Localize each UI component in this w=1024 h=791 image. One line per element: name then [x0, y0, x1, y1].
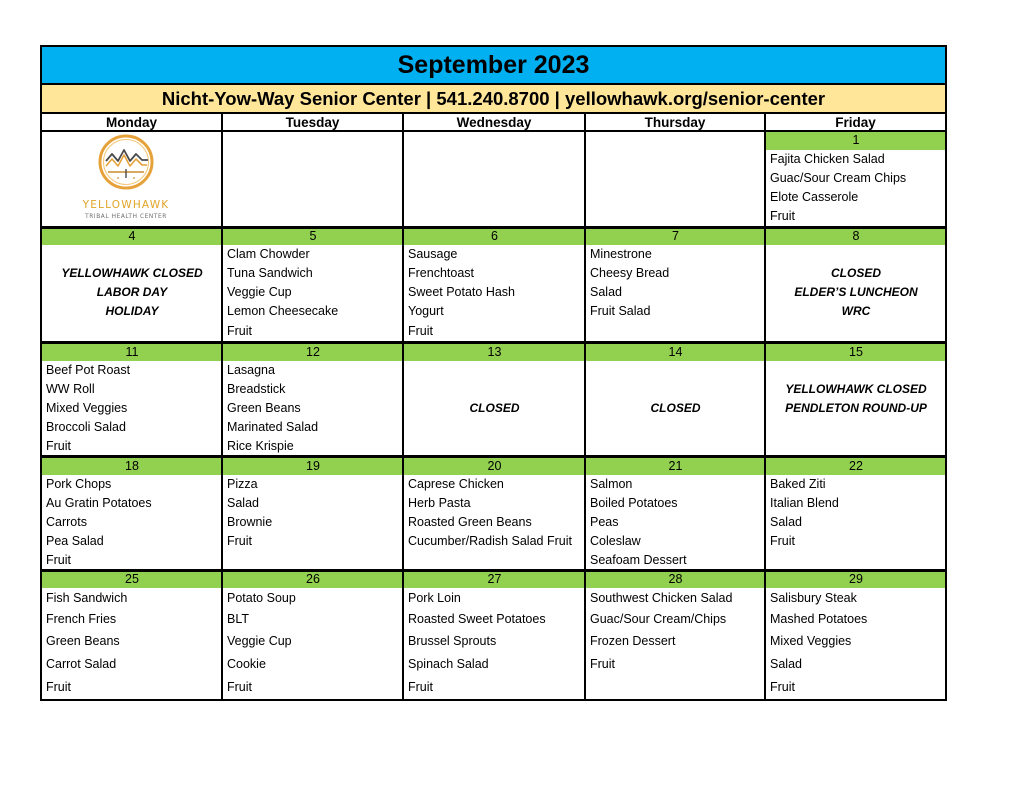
menu-item: Fruit: [46, 439, 71, 453]
menu-item: Rice Krispie: [227, 439, 294, 453]
menu-item: Beef Pot Roast: [46, 363, 131, 377]
closed-notice: YELLOWHAWK CLOSED: [61, 266, 203, 280]
menu-item: Veggie Cup: [227, 634, 292, 648]
closed-notice: ELDER’S LUNCHEON: [794, 285, 918, 299]
menu-item: Fruit: [770, 680, 795, 694]
menu-item: WW Roll: [46, 382, 95, 396]
date-number: 29: [766, 571, 946, 588]
menu-item: Mixed Veggies: [46, 401, 128, 415]
date-number: 12: [223, 343, 403, 361]
menu-item: Frozen Dessert: [590, 634, 676, 648]
menu-item: Fruit Salad: [590, 304, 651, 318]
menu-item: Salad: [227, 496, 259, 510]
menu-item: Yogurt: [408, 304, 444, 318]
date-number: 22: [766, 457, 946, 475]
closed-notice: CLOSED: [830, 266, 881, 280]
menu-item: Fruit: [770, 209, 795, 223]
menu-item: Clam Chowder: [227, 247, 310, 261]
date-number: 4: [42, 228, 222, 245]
menu-item: Cheesy Bread: [590, 266, 670, 280]
menu-item: Cucumber/Radish Salad Fruit: [408, 534, 572, 548]
date-number: 1: [766, 131, 946, 150]
menu-item: Elote Casserole: [770, 190, 859, 204]
closed-notice: YELLOWHAWK CLOSED: [785, 382, 927, 396]
day-header-thursday: Thursday: [644, 115, 706, 130]
menu-item: Boiled Potatoes: [590, 496, 678, 510]
menu-item: Broccoli Salad: [46, 420, 126, 434]
menu-item: Mixed Veggies: [770, 634, 852, 648]
month-title: September 2023: [41, 46, 946, 84]
menu-item: Fruit: [590, 657, 615, 671]
menu-item: Fruit: [46, 553, 71, 567]
menu-item: Breadstick: [227, 382, 286, 396]
date-number: 8: [766, 228, 946, 245]
logo-tagline: TRIBAL HEALTH CENTER: [85, 214, 167, 220]
menu-item: Brussel Sprouts: [408, 634, 497, 648]
menu-item: Pork Loin: [408, 591, 461, 605]
day-header-monday: Monday: [105, 115, 157, 130]
menu-item: Fruit: [46, 680, 71, 694]
day-header-wednesday: Wednesday: [456, 115, 532, 130]
date-number: 25: [42, 571, 222, 588]
closed-notice: PENDLETON ROUND-UP: [785, 401, 927, 415]
menu-item: Green Beans: [227, 401, 301, 415]
menu-item: Au Gratin Potatoes: [46, 496, 152, 510]
menu-item: Lemon Cheesecake: [227, 304, 339, 318]
menu-item: Roasted Sweet Potatoes: [408, 612, 546, 626]
menu-item: Sweet Potato Hash: [408, 285, 516, 299]
menu-item: Pea Salad: [46, 534, 104, 548]
closed-notice: CLOSED: [469, 401, 520, 415]
date-number: 20: [404, 457, 585, 475]
center-contact-banner: Nicht-Yow-Way Senior Center | 541.240.8700 | yellowhawk.org/senior-center: [41, 84, 946, 113]
menu-item: Tuna Sandwich: [227, 266, 313, 280]
menu-item: Coleslaw: [590, 534, 641, 548]
menu-item: Pizza: [227, 477, 258, 491]
menu-item: Fruit: [408, 324, 433, 338]
menu-item: Carrots: [46, 515, 87, 529]
menu-item: Brownie: [227, 515, 273, 529]
menu-item: French Fries: [46, 612, 117, 626]
date-number: 28: [586, 571, 765, 588]
menu-item: Salad: [770, 515, 802, 529]
date-number: 5: [223, 228, 403, 245]
menu-item: Salad: [590, 285, 622, 299]
menu-item: Fajita Chicken Salad: [770, 152, 885, 166]
date-number: 7: [586, 228, 765, 245]
menu-item: Fruit: [227, 680, 252, 694]
menu-item: Guac/Sour Cream/Chips: [590, 612, 727, 626]
menu-item: Caprese Chicken: [408, 477, 504, 491]
closed-notice: CLOSED: [650, 401, 701, 415]
logo-wordmark: YELLOWHAWK: [82, 199, 170, 211]
closed-notice: HOLIDAY: [105, 304, 159, 318]
closed-notice: LABOR DAY: [96, 285, 168, 299]
menu-item: Spinach Salad: [408, 657, 489, 671]
menu-item: Guac/Sour Cream Chips: [770, 171, 907, 185]
menu-item: Marinated Salad: [227, 420, 319, 434]
menu-item: Salisbury Steak: [770, 591, 857, 605]
menu-item: Fruit: [227, 534, 252, 548]
menu-item: Fruit: [227, 324, 252, 338]
menu-item: Southwest Chicken Salad: [590, 591, 733, 605]
menu-item: Green Beans: [46, 634, 120, 648]
menu-item: Salmon: [590, 477, 633, 491]
menu-item: Veggie Cup: [227, 285, 292, 299]
menu-item: Fish Sandwich: [46, 591, 128, 605]
menu-item: Frenchtoast: [408, 266, 475, 280]
date-number: 27: [404, 571, 585, 588]
menu-item: Fruit: [770, 534, 795, 548]
menu-item: Roasted Green Beans: [408, 515, 532, 529]
date-number: 19: [223, 457, 403, 475]
menu-item: Pork Chops: [46, 477, 112, 491]
date-number: 13: [404, 343, 585, 361]
menu-item: Seafoam Dessert: [590, 553, 687, 567]
menu-item: Cookie: [227, 657, 266, 671]
date-number: 15: [766, 343, 946, 361]
day-header-friday: Friday: [835, 115, 876, 130]
menu-item: Carrot Salad: [46, 657, 117, 671]
menu-item: Lasagna: [227, 363, 275, 377]
date-number: 18: [42, 457, 222, 475]
menu-item: BLT: [227, 612, 249, 626]
menu-item: Sausage: [408, 247, 458, 261]
menu-item: Baked Ziti: [770, 477, 826, 491]
menu-item: Fruit: [408, 680, 433, 694]
date-number: 14: [586, 343, 765, 361]
date-number: 6: [404, 228, 585, 245]
menu-item: Herb Pasta: [408, 496, 471, 510]
menu-item: Salad: [770, 657, 802, 671]
date-number: 26: [223, 571, 403, 588]
calendar-border: [40, 45, 947, 701]
menu-item: Italian Blend: [770, 496, 839, 510]
closed-notice: WRC: [841, 304, 871, 318]
menu-item: Mashed Potatoes: [770, 612, 868, 626]
date-number: 11: [42, 343, 222, 361]
day-header-tuesday: Tuesday: [285, 115, 340, 130]
menu-item: Potato Soup: [227, 591, 296, 605]
menu-item: Peas: [590, 515, 619, 529]
date-number: 21: [586, 457, 765, 475]
menu-item: Minestrone: [590, 247, 652, 261]
